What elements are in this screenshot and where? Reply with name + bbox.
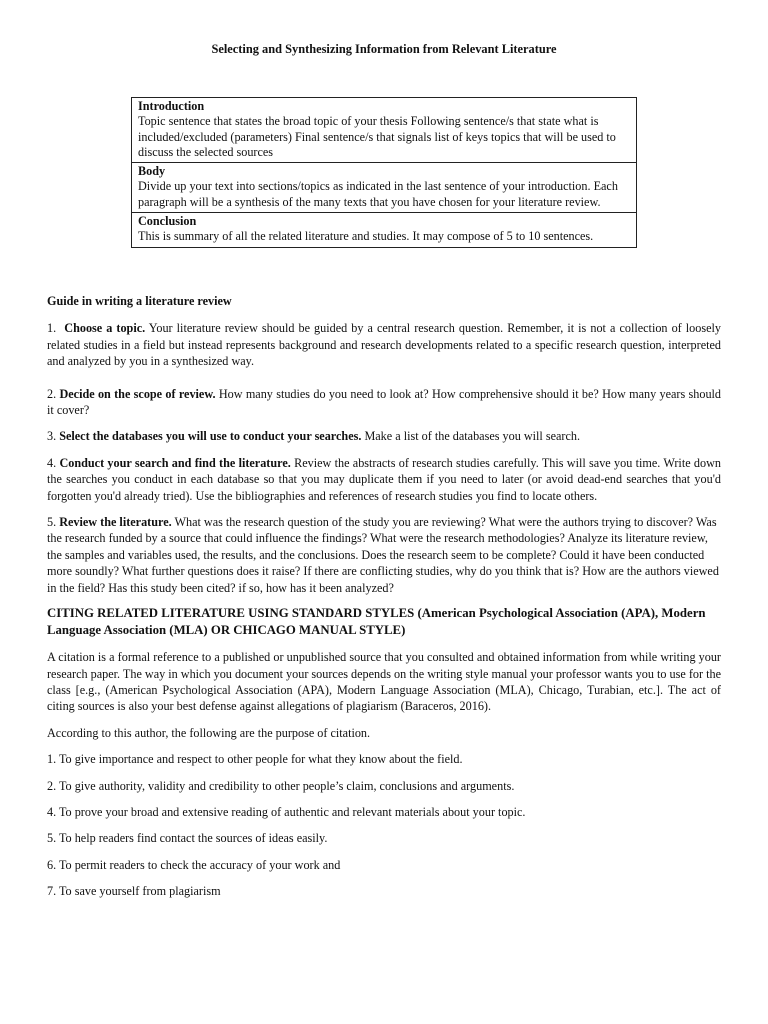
- outline-description: This is summary of all the related literature and studies. It may compose of 5 to 10 sentences.: [138, 229, 594, 244]
- step-text: Make a list of the databases you will search.: [364, 429, 581, 444]
- purpose-item: 7. To save yourself from plagiarism: [47, 884, 221, 899]
- step-lead: Choose a topic.: [64, 321, 146, 336]
- document-title: Selecting and Synthesizing Information from Relevant Literature: [211, 42, 557, 56]
- step-text: Your literature review should be guided by a central research question. Remember, it is not a collection of loosely related studies in a field but instead represents background and research developments related to a specific research question, interpreted and analyzed by you in a synthesized way.: [47, 321, 721, 369]
- outline-row-introduction: [132, 98, 637, 163]
- step-lead: Decide on the scope of review.: [59, 386, 216, 401]
- guide-step-4: [47, 455, 721, 504]
- step-number: 5.: [47, 515, 57, 530]
- purpose-item: 4. To prove your broad and extensive reading of authentic and relevant materials about your topic.: [47, 804, 526, 819]
- guide-step-2: [47, 386, 721, 419]
- purpose-item: 1. To give importance and respect to other people for what they know about the field.: [47, 752, 463, 767]
- guide-heading: Guide in writing a literature review: [47, 294, 232, 308]
- citation-paragraph: A citation is a formal reference to a published or unpublished source that you consulted and obtained information from while writing your research paper. The way in which you document your sources depends on the writing style manual your professor wants you to use for the class [e.g., (American Psychological Association (APA), Modern Language Association (MLA), Chicago, Turabian, etc.]. The act of citing sources is also your best defense against allegations of plagiarism (Baraceros, 2016).: [47, 650, 721, 714]
- purpose-item: 2. To give authority, validity and credibility to other people’s claim, conclusions and arguments.: [47, 778, 515, 793]
- outline-heading: Conclusion: [138, 214, 197, 229]
- outline-cell: [132, 213, 637, 248]
- outline-row-conclusion: [132, 213, 637, 248]
- step-text: How many studies do you need to look at? How comprehensive should it be? How many years should it cover?: [47, 386, 722, 418]
- step-lead: Review the literature.: [59, 515, 172, 530]
- step-number: 3.: [47, 429, 57, 444]
- guide-step-3: [47, 428, 721, 444]
- guide-step-5: [47, 514, 721, 596]
- document-body: [47, 293, 721, 900]
- outline-cell: [132, 98, 637, 163]
- guide-step-1: [47, 320, 721, 369]
- step-text: What was the research question of the study you are reviewing? What were the authors trying to discover? Was the research funded by a source that could influence the findings? What were the research methodologies? Analyze its literature review, the samples and variables used, the results, and the conclusions. Does the research seem to be complete? Could it have been conducted more soundly? What further questions does it raise? If there are conflicting studies, why do you think that is? How are the authors viewed in the field? Has this study been cited? if so, how has it been analyzed?: [47, 515, 719, 595]
- purpose-intro: According to this author, the following are the purpose of citation.: [47, 725, 371, 740]
- outline-heading: Body: [138, 164, 166, 179]
- step-number: 2.: [47, 386, 57, 401]
- step-lead: Select the databases you will use to conduct your searches.: [59, 429, 362, 444]
- outline-heading: Introduction: [138, 99, 205, 113]
- review-outline-table: [131, 97, 637, 248]
- step-lead: Conduct your search and find the literature.: [59, 455, 291, 470]
- outline-cell: [132, 163, 637, 213]
- outline-row-body: [132, 163, 637, 213]
- purpose-item: 6. To permit readers to check the accuracy of your work and: [47, 857, 341, 872]
- step-text: Review the abstracts of research studies carefully. This will save you time. Write down the searches you conduct in each database so that you may duplicate them if you need to later (or avoid dead-end searches that you'd forgotten you'd already tried). Use the bibliographies and references of research studies you find to locate others.: [47, 455, 721, 503]
- citing-heading: CITING RELATED LITERATURE USING STANDARD STYLES (American Psychological Association (APA), Modern Language Association (MLA) OR CHICAGO MANUAL STYLE): [47, 606, 706, 638]
- purpose-item: 5. To help readers find contact the sources of ideas easily.: [47, 831, 328, 846]
- step-number: 4.: [47, 455, 57, 470]
- outline-description: Divide up your text into sections/topics as indicated in the last sentence of your introduction. Each paragraph will be a synthesis of the many texts that you have chosen for your literature review.: [138, 179, 618, 209]
- step-number: 1.: [47, 321, 57, 336]
- outline-description: Topic sentence that states the broad topic of your thesis Following sentence/s that state what is included/excluded (parameters) Final sentence/s that signals list of keys topics that will be used to discuss the selected sources: [138, 114, 616, 159]
